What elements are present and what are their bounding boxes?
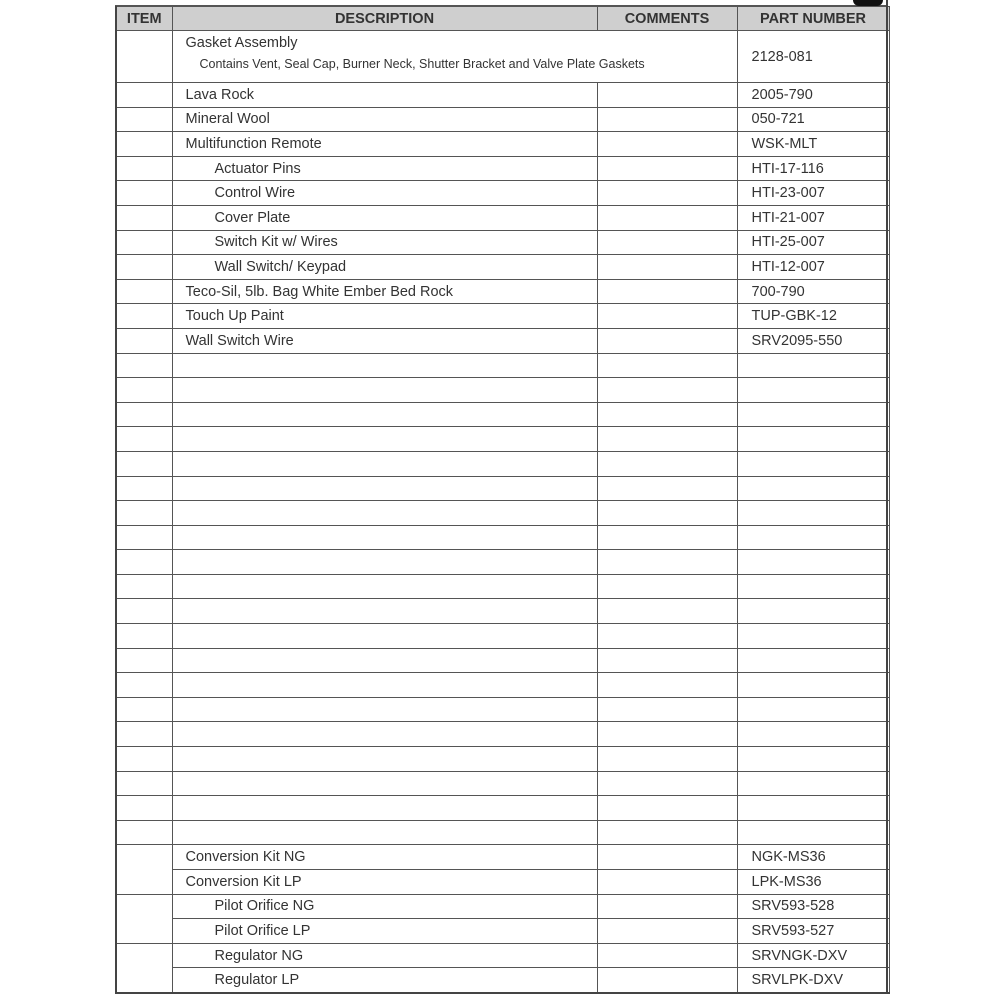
part-number-cell [737,796,889,821]
item-cell [116,83,172,108]
description-cell: Teco-Sil, 5lb. Bag White Ember Bed Rock [172,279,597,304]
part-number-cell: TUP-GBK-12 [737,304,889,329]
item-cell [116,747,172,772]
description-cell [172,796,597,821]
comments-cell [597,378,737,403]
description-cell: Regulator NG [172,943,597,968]
comments-cell [597,353,737,378]
description-cell: Actuator Pins [172,156,597,181]
item-cell [116,156,172,181]
comments-cell [597,599,737,624]
item-cell [116,304,172,329]
item-cell [116,820,172,845]
part-number-cell [737,427,889,452]
item-cell [116,476,172,501]
description-cell [172,525,597,550]
part-number-cell: 700-790 [737,279,889,304]
table-row [116,501,889,526]
description-cell: Regulator LP [172,968,597,993]
part-number-cell [737,599,889,624]
part-number-cell [737,525,889,550]
table-row [116,870,889,895]
part-number-cell: HTI-25-007 [737,230,889,255]
header-item: ITEM [116,7,172,31]
description-cell [172,624,597,649]
part-number-cell [737,378,889,403]
header-row [116,7,889,31]
item-cell [116,771,172,796]
comments-cell [597,255,737,280]
description-cell: Pilot Orifice LP [172,919,597,944]
description-cell: Lava Rock [172,83,597,108]
table-row [116,31,889,83]
description-cell [172,451,597,476]
description-cell [172,722,597,747]
description-cell: Control Wire [172,181,597,206]
description-cell [172,378,597,403]
comments-cell [597,870,737,895]
item-cell [116,402,172,427]
table-row [116,451,889,476]
item-cell [116,230,172,255]
table-row [116,624,889,649]
item-cell [116,328,172,353]
item-cell [116,599,172,624]
description-cell [172,648,597,673]
part-number-cell: NGK-MS36 [737,845,889,870]
description-cell [172,476,597,501]
description-cell [172,574,597,599]
comments-cell [597,83,737,108]
item-cell [116,624,172,649]
table-row [116,476,889,501]
table-row [116,402,889,427]
description-cell: Cover Plate [172,205,597,230]
part-number-cell: 2005-790 [737,83,889,108]
part-number-cell [737,648,889,673]
description-cell [172,697,597,722]
item-cell [116,845,172,894]
description-cell: Touch Up Paint [172,304,597,329]
item-cell [116,894,172,943]
item-cell [116,574,172,599]
comments-cell [597,107,737,132]
part-number-cell: SRV2095-550 [737,328,889,353]
table-row [116,132,889,157]
table-row [116,205,889,230]
part-number-cell: HTI-12-007 [737,255,889,280]
description-cell: Switch Kit w/ Wires [172,230,597,255]
table-row [116,83,889,108]
comments-cell [597,845,737,870]
description-cell [172,771,597,796]
part-number-cell [737,402,889,427]
part-number-cell [737,697,889,722]
header-description: DESCRIPTION [172,7,597,31]
part-number-cell [737,771,889,796]
item-cell [116,279,172,304]
comments-cell [597,205,737,230]
comments-cell [597,156,737,181]
description-cell: Conversion Kit NG [172,845,597,870]
comments-cell [597,230,737,255]
table-row [116,279,889,304]
table-row [116,550,889,575]
part-number-cell [737,624,889,649]
comments-cell [597,402,737,427]
part-number-cell [737,451,889,476]
table-row [116,820,889,845]
item-cell [116,697,172,722]
comments-cell [597,820,737,845]
table-row [116,525,889,550]
part-number-cell: HTI-23-007 [737,181,889,206]
comments-cell [597,501,737,526]
item-cell [116,107,172,132]
comments-cell [597,181,737,206]
page-edge [886,0,888,992]
item-cell [116,943,172,993]
comments-cell [597,451,737,476]
comments-cell [597,968,737,993]
part-number-cell: HTI-21-007 [737,205,889,230]
description-cell: Wall Switch Wire [172,328,597,353]
item-cell [116,673,172,698]
table-row [116,107,889,132]
table-row [116,943,889,968]
comments-cell [597,648,737,673]
part-number-cell [737,501,889,526]
part-number-cell: SRV593-528 [737,894,889,919]
item-cell [116,132,172,157]
part-number-cell: SRV593-527 [737,919,889,944]
item-cell [116,550,172,575]
comments-cell [597,943,737,968]
comments-cell [597,771,737,796]
table-row [116,747,889,772]
table-row [116,894,889,919]
part-number-cell: WSK-MLT [737,132,889,157]
part-number-cell [737,820,889,845]
description-cell [172,501,597,526]
description-cell [172,402,597,427]
part-number-cell [737,722,889,747]
table-row [116,230,889,255]
comments-cell [597,550,737,575]
table-row [116,353,889,378]
comments-cell [597,476,737,501]
table-row [116,304,889,329]
table-row [116,181,889,206]
comments-cell [597,328,737,353]
item-cell [116,427,172,452]
description-cell: Pilot Orifice NG [172,894,597,919]
part-number-cell: SRVLPK-DXV [737,968,889,993]
item-cell [116,378,172,403]
part-number-cell: LPK-MS36 [737,870,889,895]
item-cell [116,255,172,280]
table-row [116,796,889,821]
comments-cell [597,525,737,550]
description-cell [172,353,597,378]
table-row [116,722,889,747]
parts-table [115,6,890,994]
part-number-cell [737,476,889,501]
description-cell: Multifunction Remote [172,132,597,157]
part-number-cell [737,673,889,698]
table-row [116,378,889,403]
table-row [116,648,889,673]
comments-cell [597,427,737,452]
table-row [116,697,889,722]
description-cell: Mineral Wool [172,107,597,132]
comments-cell [597,722,737,747]
item-cell [116,31,172,83]
part-number-cell [737,574,889,599]
item-cell [116,722,172,747]
table-row [116,599,889,624]
description-cell [172,747,597,772]
comments-cell [597,624,737,649]
description-cell [172,673,597,698]
comments-cell [597,747,737,772]
description-cell [172,427,597,452]
part-number-cell [737,353,889,378]
part-number-cell: 050-721 [737,107,889,132]
description-cell [172,820,597,845]
table-row [116,919,889,944]
item-cell [116,796,172,821]
part-number-cell [737,747,889,772]
comments-cell [597,697,737,722]
table-row [116,968,889,993]
table-row [116,156,889,181]
item-cell [116,501,172,526]
header-comments: COMMENTS [597,7,737,31]
description-cell [172,550,597,575]
item-cell [116,451,172,476]
table-row [116,255,889,280]
part-number-cell [737,550,889,575]
comments-cell [597,132,737,157]
item-cell [116,181,172,206]
comments-cell [597,574,737,599]
description-cell: Wall Switch/ Keypad [172,255,597,280]
table-row [116,673,889,698]
table-row [116,427,889,452]
header-part-number: PART NUMBER [737,7,889,31]
comments-cell [597,919,737,944]
comments-cell [597,279,737,304]
comments-cell [597,673,737,698]
table-row [116,845,889,870]
part-number-cell: 2128-081 [737,31,889,83]
description-cell [172,599,597,624]
item-cell [116,648,172,673]
comments-cell [597,796,737,821]
description-cell: Conversion Kit LP [172,870,597,895]
table-row [116,771,889,796]
description-cell [172,31,737,83]
comments-cell [597,304,737,329]
description-note: Contains Vent, Seal Cap, Burner Neck, Shutter Bracket and Valve Plate Gaskets [199,57,645,71]
part-number-cell: SRVNGK-DXV [737,943,889,968]
table-row [116,574,889,599]
comments-cell [597,894,737,919]
item-cell [116,205,172,230]
table-row [116,328,889,353]
item-cell [116,525,172,550]
description-text: Gasket Assembly [185,35,298,51]
part-number-cell: HTI-17-116 [737,156,889,181]
item-cell [116,353,172,378]
